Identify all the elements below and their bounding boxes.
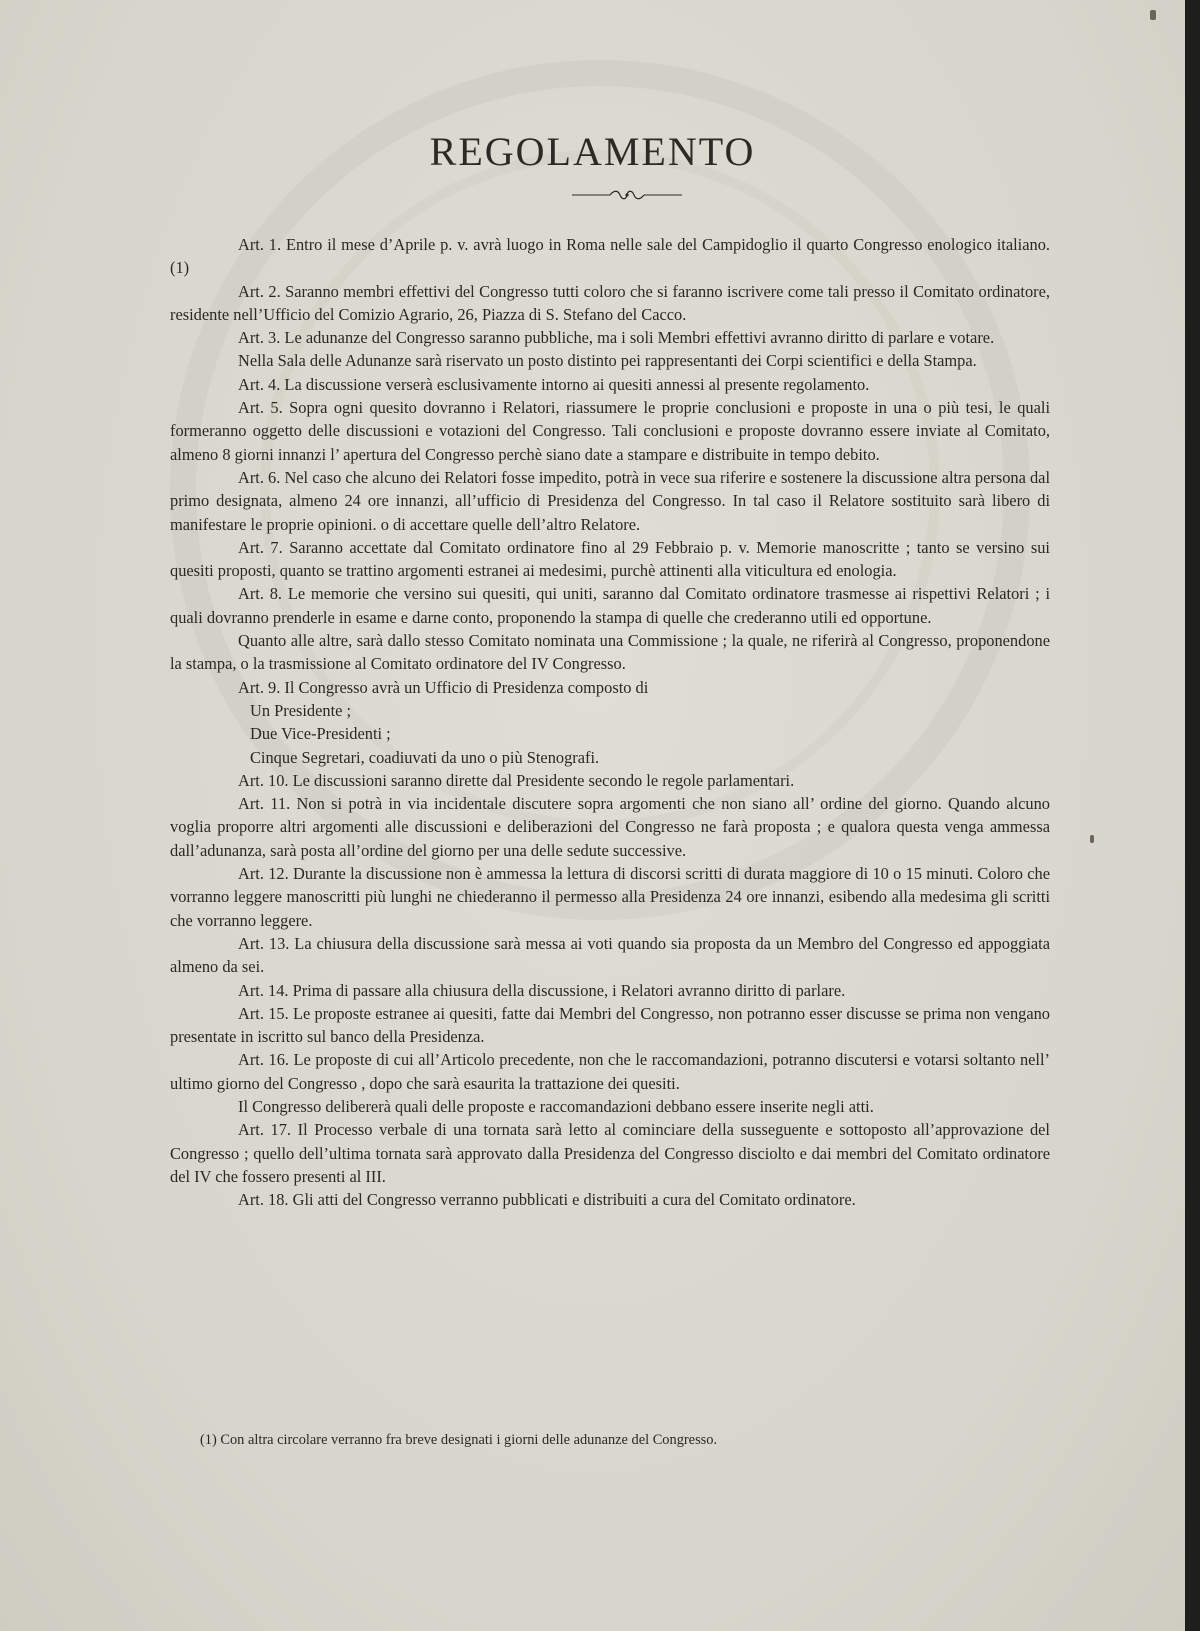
article-3-note: Nella Sala delle Adunanze sarà riservato un posto distinto pei rappresentanti dei Corpi scientifici e della Stampa. [238, 351, 977, 371]
article-8: Art. 8. Le memorie che versino sui quesiti, qui uniti, saranno dal Comitato ordinatore trasmesse ai rispettivi Relatori ; i quali dovranno prenderle in esame e darne conto, proponendo la stampa di quelle che crederanno utili ed opportune. [170, 584, 1050, 627]
article-4: Art. 4. La discussione verserà esclusivamente intorno ai quesiti annessi al presente regolamento. [238, 374, 870, 394]
ink-speck [1090, 835, 1094, 843]
article-12: Art. 12. Durante la discussione non è ammessa la lettura di discorsi scritti di durata maggiore di 10 o 15 minuti. Coloro che vorranno leggere manoscritti più lunghi ne chiederanno il permesso alla Presidenza 24 ore innanzi, esibendo alla medesima gli scritti che vorranno leggere. [170, 864, 1050, 930]
article-3: Art. 3. Le adunanze del Congresso saranno pubbliche, ma i soli Membri effettivi avranno diritto di parlare e votare. [238, 328, 995, 348]
article-13: Art. 13. La chiusura della discussione sarà messa ai voti quando sia proposta da un Membro del Congresso ed appoggiata almeno da sei. [170, 933, 1050, 977]
regulation-body [170, 233, 1050, 1211]
article-2: Art. 2. Saranno membri effettivi del Congresso tutti coloro che si faranno iscrivere come tali presso il Comitato ordinatore, residente nell’Ufficio del Comizio Agrario, 26, Piazza di S. Stefano del Cacco. [170, 281, 1050, 324]
presidency-item-president: Un Presidente ; [250, 700, 352, 720]
article-5: Art. 5. Sopra ogni quesito dovranno i Relatori, riassumere le proprie conclusioni e proposte in una o più tesi, le quali formeranno oggetto delle discussioni e votazioni del Congresso. Tali conclusioni e proposte dovranno essere inviate al Comitato, almeno 8 giorni innanzi l’ apertura del Congresso perchè siano date a stampare e distribuite in tempo debito. [170, 398, 1050, 464]
article-6: Art. 6. Nel caso che alcuno dei Relatori fosse impedito, potrà in vece sua riferire e sostenere la discussione altra persona dal primo designata, almeno 24 ore innanzi, all’ufficio di Presidenza del Congresso. In tal caso il Relatore sostituito sarà libero di manifestare le proprie opinioni. o di accettare quelle dell’altro Relatore. [170, 467, 1050, 534]
ink-speck [1150, 10, 1156, 20]
footnote: (1) Con altra circolare verranno fra breve designati i giorni delle adunanze del Congresso. [200, 1432, 718, 1448]
article-10: Art. 10. Le discussioni saranno dirette dal Presidente secondo le regole parlamentari. [238, 770, 795, 790]
decorative-ornament [572, 188, 682, 202]
article-7: Art. 7. Saranno accettate dal Comitato ordinatore fino al 29 Febbraio p. v. Memorie manoscritte ; tanto se versino sui quesiti proposti, quanto se trattino argomenti estranei ai medesimi, purchè attinenti alla viticultura ed enologia. [170, 537, 1050, 581]
presidency-item-secretaries: Cinque Segretari, coadiuvati da uno o più Stenografi. [250, 747, 600, 767]
page-title: REGOLAMENTO [429, 129, 756, 174]
article-16-note: Il Congresso delibererà quali delle proposte e raccomandazioni debbano essere inserite negli atti. [238, 1096, 874, 1116]
scan-border [1185, 0, 1200, 1631]
article-11: Art. 11. Non si potrà in via incidentale discutere sopra argomenti che non siano all’ ordine del giorno. Quando alcuno voglia proporre altri argomenti alle discussioni e deliberazioni del Congresso ne farà proposta ; e qualora questa venga ammessa dall’adunanza, sarà posta all’ordine del giorno per una delle sedute successive. [170, 794, 1050, 860]
article-15: Art. 15. Le proposte estranee ai quesiti, fatte dai Membri del Congresso, non potranno esser discusse se prima non vengano presentate in iscritto sul banco della Presidenza. [170, 1003, 1050, 1047]
article-17: Art. 17. Il Processo verbale di una tornata sarà letto al cominciare della susseguente e sottoposto all’approvazione del Congresso ; quello dell’ultima tornata sarà approvato dalla Presidenza del Congresso disciolto e dai membri del Comitato ordinatore del IV che fossero presenti al III. [170, 1120, 1050, 1186]
article-9: Art. 9. Il Congresso avrà un Ufficio di Presidenza composto di [238, 677, 649, 697]
article-8-note: Quanto alle altre, sarà dallo stesso Comitato nominata una Commissione ; la quale, ne riferirà al Congresso, proponendone la stampa, o la trasmissione al Comitato ordinatore del IV Congresso. [170, 631, 1050, 674]
article-16: Art. 16. Le proposte di cui all’Articolo precedente, non che le raccomandazioni, potranno discutersi e votarsi soltanto nell’ ultimo giorno del Congresso , dopo che sarà esaurita la trattazione dei quesiti. [170, 1050, 1050, 1093]
article-14: Art. 14. Prima di passare alla chiusura della discussione, i Relatori avranno diritto di parlare. [238, 980, 846, 1000]
article-18: Art. 18. Gli atti del Congresso verranno pubblicati e distribuiti a cura del Comitato ordinatore. [238, 1190, 856, 1210]
article-1: Art. 1. Entro il mese d’Aprile p. v. avrà luogo in Roma nelle sale del Campidoglio il quarto Congresso enologico italiano. (1) [170, 235, 1050, 278]
presidency-item-vice: Due Vice-Presidenti ; [250, 724, 391, 744]
